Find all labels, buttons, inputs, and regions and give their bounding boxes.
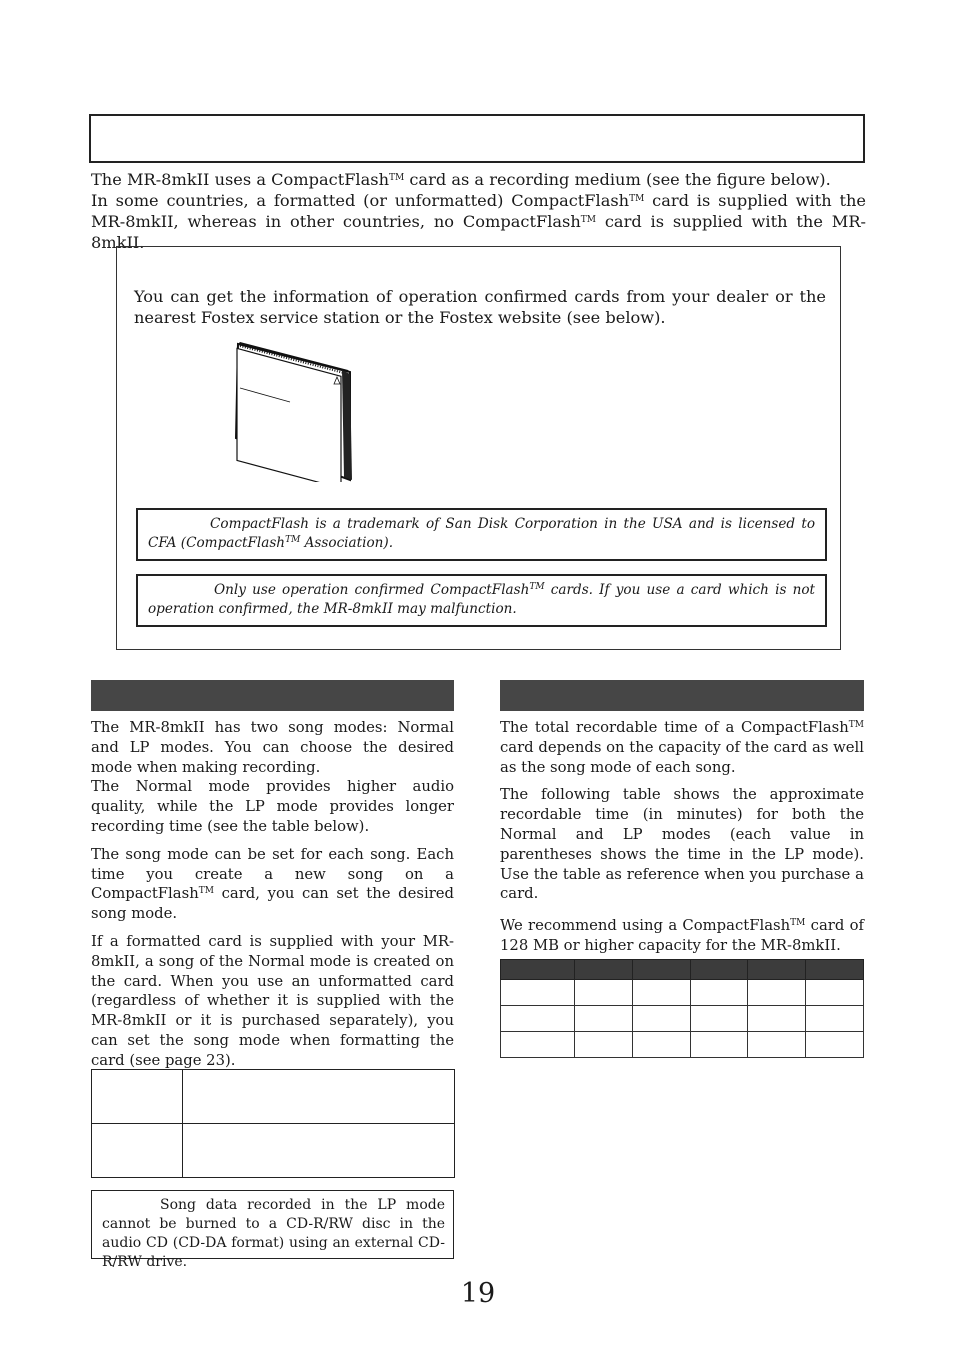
trademark-note: CompactFlash is a trademark of San Disk Corporation in the USA and is licensed to CFA (CompactFlash™ Association). (136, 508, 827, 561)
info-text: You can get the information of operation confirmed cards from your dealer or the nearest Fostex service station or the Fostex website (see below). (134, 287, 826, 327)
lp-mode-note: Song data recorded in the LP mode cannot be burned to a CD-R/RW disc in the audio CD (CD-DA format) using an external CD-R/RW drive. (91, 1190, 454, 1259)
intro-paragraph: The MR-8mkII uses a CompactFlash™ card as a recording medium (see the figure below). In some countries, a formatted (or unformatted) CompactFlash™ card is supplied with the MR-8mkII, whereas in other countries, no CompactFlash™ card is supplied with the MR-8mkII. (91, 170, 867, 252)
caution-note: Only use operation confirmed CompactFlash™ cards. If you use a card which is not operation confirmed, the MR-8mkII may malfunction. (136, 574, 827, 627)
table-header-row (501, 960, 864, 980)
compactflash-card-illustration (228, 340, 358, 482)
table-row (92, 1070, 455, 1124)
song-mode-table (91, 1069, 455, 1178)
recordable-time-section: The total recordable time of a CompactFlash™ card depends on the capacity of the card as well as the song mode of each song. The following table shows the approximate recordable time (in minutes) for both the Normal and LP modes (each value in parentheses shows the time in the LP mode). Use the table as reference when you purchase a card. We recommend using a CompactFlash™ card of 128 MB or higher capacity for the MR-8mkII. (500, 719, 865, 954)
song-mode-header-bar (91, 680, 454, 711)
recordable-time-header-bar (500, 680, 864, 711)
table-row (501, 1006, 864, 1032)
recordable-time-table (500, 959, 864, 1058)
song-mode-section: The MR-8mkII has two song modes: Normal and LP modes. You can choose the desired mode when making recording. The Normal mode provides higher audio quality, while the LP mode provides longer recording time (see the table below). The song mode can be set for each song. Each time you create a new song on a CompactFlash™ card, you can set the desired song mode. If a formatted card is supplied with your MR-8mkII, a song of the Normal mode is created on the card. When you use an unformatted card (regardless of whether it is supplied with the MR-8mkII or it is purchased separately), you can set the song mode when formatting the card (see page 23). (91, 719, 454, 1069)
table-row (92, 1124, 455, 1178)
section-title-box (89, 114, 865, 163)
page-number: 19 (460, 1278, 496, 1309)
table-row (501, 1032, 864, 1058)
table-row (501, 980, 864, 1006)
